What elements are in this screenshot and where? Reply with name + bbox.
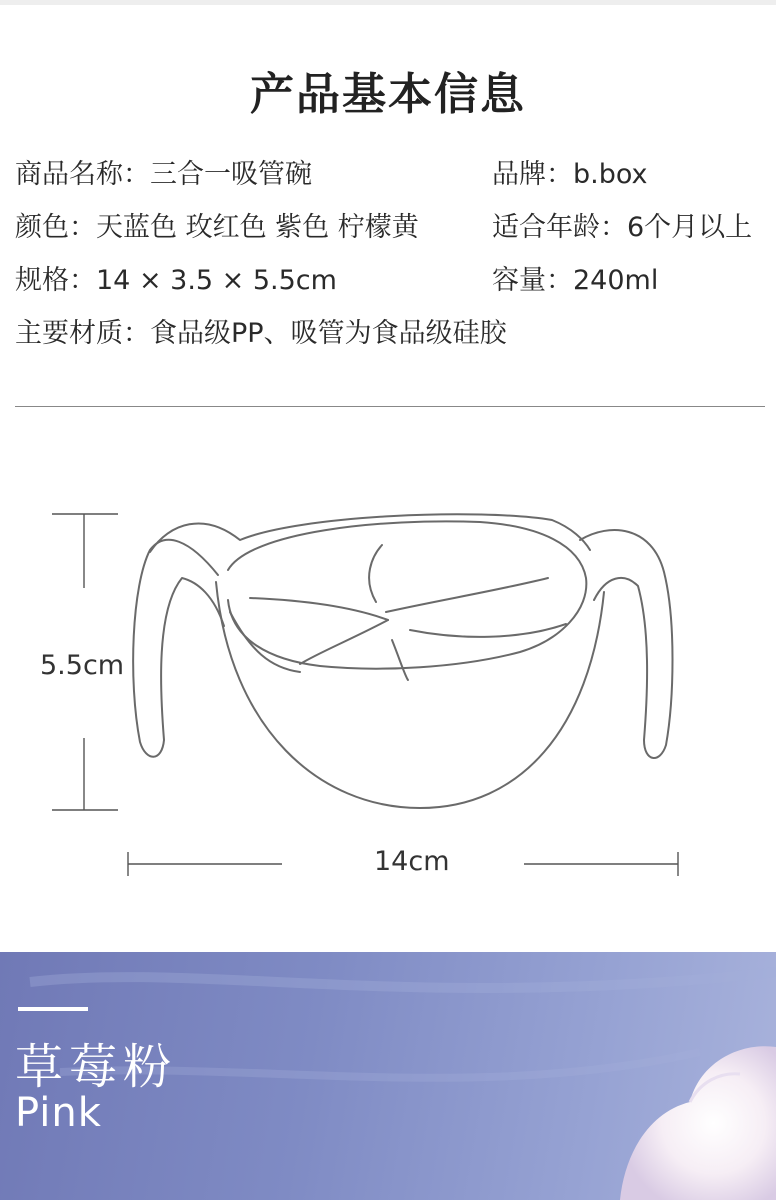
- page-title: 产品基本信息: [250, 69, 526, 120]
- width-label: 14cm: [374, 846, 450, 877]
- color-name-cn: 草莓粉: [15, 1039, 178, 1095]
- spec-brand: 品牌：b.box: [492, 159, 648, 190]
- height-label: 5.5cm: [40, 650, 125, 681]
- spec-product-name: 商品名称：三合一吸管碗: [15, 159, 312, 190]
- spec-colors: 颜色：天蓝色 玫红色 紫色 柠檬黄: [15, 212, 419, 243]
- spec-capacity: 容量：240ml: [492, 265, 659, 296]
- spec-size: 规格：14 × 3.5 × 5.5cm: [15, 265, 337, 296]
- spec-material: 主要材质：食品级PP、吸管为食品级硅胶: [15, 318, 507, 349]
- bowl-outline: [133, 514, 672, 808]
- color-name-en: Pink: [15, 1090, 102, 1136]
- spec-age: 适合年龄：6个月以上: [492, 212, 753, 243]
- banner-accent-line: [18, 1007, 88, 1011]
